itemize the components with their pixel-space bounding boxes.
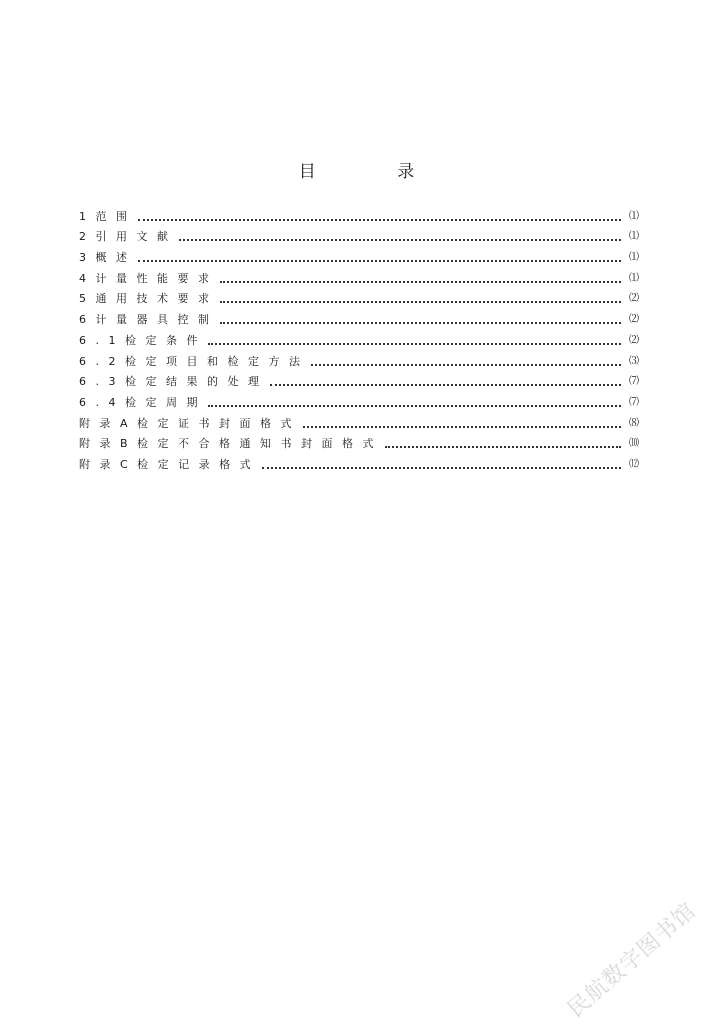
toc-entry-page: ⑺ <box>629 376 639 388</box>
page-title: 目 录 <box>298 162 453 182</box>
toc-entry-label: 6 计 量 器 具 控 制 <box>79 313 212 327</box>
toc-leader-dots <box>303 426 622 428</box>
toc-entry <box>79 431 639 452</box>
toc-entry-page: ⑵ <box>629 293 639 305</box>
toc-entry-page: ⑵ <box>629 314 639 326</box>
toc-entry-page: ⑿ <box>629 458 639 470</box>
toc-entry-label: 附 录 B 检 定 不 合 格 通 知 书 封 面 格 式 <box>79 437 377 451</box>
toc-entry-label: 6 . 4 检 定 周 期 <box>79 395 201 409</box>
toc-entry-page: ⑶ <box>629 355 639 367</box>
toc-entry-label: 6 . 3 检 定 结 果 的 处 理 <box>79 375 262 389</box>
toc-entry <box>79 348 639 369</box>
toc-entry-label: 4 计 量 性 能 要 求 <box>79 271 212 285</box>
toc-entry-label: 6 . 1 检 定 条 件 <box>79 333 201 347</box>
toc-leader-dots <box>311 364 621 366</box>
toc-entry <box>79 327 639 348</box>
toc-entry-page: ⑴ <box>629 231 639 243</box>
toc-leader-dots <box>220 301 621 303</box>
toc-entry-page: ⑻ <box>629 417 639 429</box>
toc-entry <box>79 451 639 472</box>
toc-entry <box>79 286 639 307</box>
toc-entry-label: 5 通 用 技 术 要 求 <box>79 292 212 306</box>
toc-entry-label: 2 引 用 文 献 <box>79 230 171 244</box>
toc-entry-page: ⑴ <box>629 210 639 222</box>
toc-entry-label: 附 录 C 检 定 记 录 格 式 <box>79 457 254 471</box>
toc-entry <box>79 410 639 431</box>
toc-entry-page: ⑴ <box>629 272 639 284</box>
toc-leader-dots <box>208 405 621 407</box>
toc-entry-label: 3 概 述 <box>79 251 130 265</box>
toc-entry-page: ⑵ <box>629 334 639 346</box>
toc-leader-dots <box>138 219 621 221</box>
toc-entry <box>79 244 639 265</box>
toc-entry-label: 6 . 2 检 定 项 目 和 检 定 方 法 <box>79 354 303 368</box>
toc-leader-dots <box>220 281 621 283</box>
toc-entry <box>79 203 639 224</box>
watermark: 民航数字图书馆 <box>563 898 702 1023</box>
toc-entry <box>79 224 639 245</box>
toc-entry-page: ⑺ <box>629 396 639 408</box>
toc-leader-dots <box>138 260 621 262</box>
toc-entry-page: ⑴ <box>629 252 639 264</box>
toc-leader-dots <box>208 343 621 345</box>
toc-entry <box>79 369 639 390</box>
toc-entry <box>79 389 639 410</box>
toc-entry-label: 1 范 围 <box>79 209 130 223</box>
toc-entry-label: 附 录 A 检 定 证 书 封 面 格 式 <box>79 416 295 430</box>
toc-entry-page: ⑽ <box>629 438 639 450</box>
toc-entry <box>79 306 639 327</box>
toc-leader-dots <box>270 384 621 386</box>
toc-leader-dots <box>179 239 621 241</box>
toc-leader-dots <box>385 446 622 448</box>
toc-leader-dots <box>262 467 621 469</box>
table-of-contents <box>79 203 639 472</box>
toc-entry <box>79 265 639 286</box>
toc-leader-dots <box>220 322 621 324</box>
